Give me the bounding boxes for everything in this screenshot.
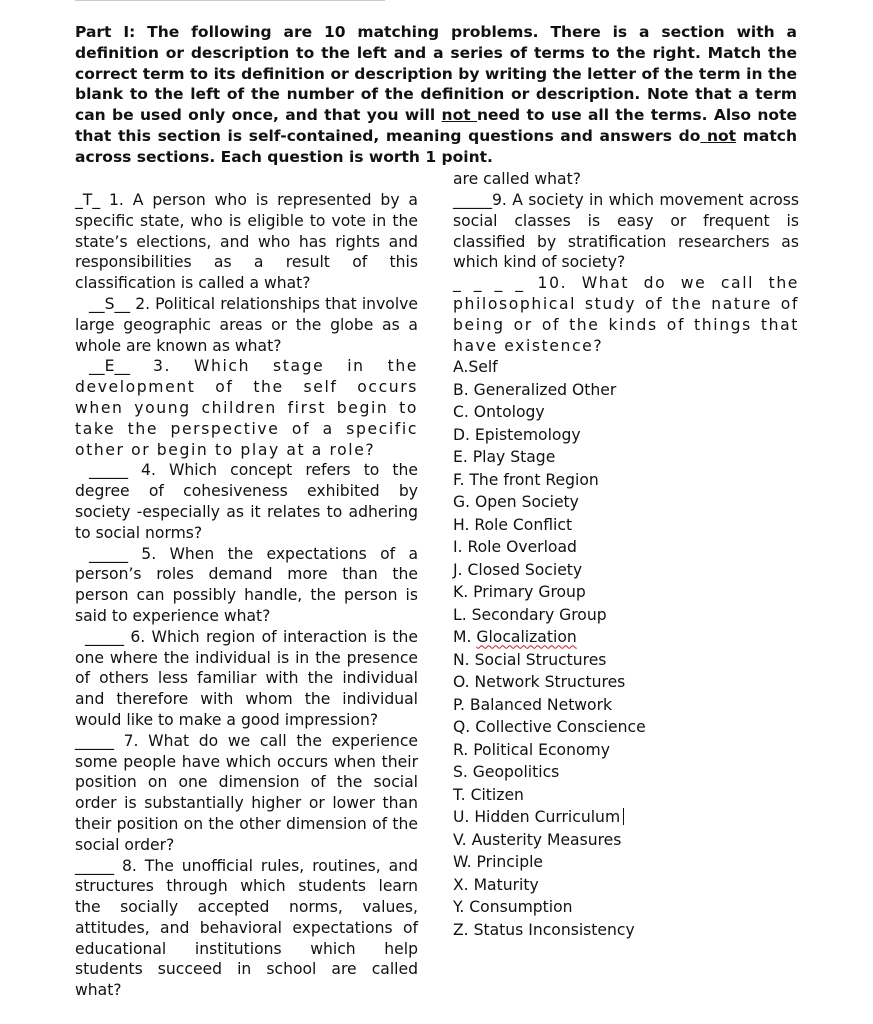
question-4 [75, 460, 418, 543]
question-6 [75, 627, 418, 731]
term-g: G. Open Society [453, 493, 579, 512]
term-p: P. Balanced Network [453, 695, 613, 714]
question-text-7: 7. What do we call the experience some people have which occurs when their position on one dimension of the social order is substantially higher or lower than their position on the other dimension of the social order? [75, 731, 418, 854]
answer-blank-1[interactable]: _T_ [75, 191, 101, 209]
question-text-5: 5. When the expectations of a person’s roles demand more than the person can possibly handle, the person is said to experience what? [75, 544, 418, 625]
question-10 [453, 273, 799, 356]
question-7 [75, 731, 418, 856]
question-text-10: 10. What do we call the philosophical study of the nature of being or of the kinds of things that have existence? [453, 274, 799, 355]
term-u-text: U. Hidden Curriculum [453, 808, 621, 827]
term-b: B. Generalized Other [453, 380, 617, 399]
answer-blank-6[interactable]: _____ [85, 627, 124, 646]
term-o: O. Network Structures [453, 673, 626, 692]
top-rule [75, 0, 385, 1]
answer-blank-2[interactable]: __S__ [89, 294, 131, 313]
term-v: V. Austerity Measures [453, 830, 622, 849]
term-d: D. Epistemology [453, 425, 581, 444]
term-m-word-spellcheck: Glocalization [476, 628, 577, 647]
term-h: H. Role Conflict [453, 515, 573, 534]
term-i: I. Role Overload [453, 538, 577, 557]
answer-blank-4[interactable]: _____ [89, 461, 128, 480]
question-5 [75, 544, 418, 627]
questions-and-terms-column-right [453, 170, 799, 941]
term-u [453, 806, 799, 829]
answer-blank-10[interactable]: _ _ _ _ [453, 274, 524, 293]
question-text-8: 8. The unofficial rules, routines, and structures through which students learn the socially accepted norms, values, attitudes, and behavioral expectations of educational institutions which help students succeed in school are called what? [75, 856, 418, 1000]
question-text-1: 1. A person who is represented by a specific state, who is eligible to vote in the state’s elections, and who has rights and responsibilities as a result of this classification is called a what? [75, 191, 418, 293]
instructions-underline-not-1: not [441, 106, 477, 125]
instructions-paragraph [75, 22, 797, 168]
term-t: T. Citizen [453, 785, 524, 804]
term-m-letter: M. [453, 628, 477, 647]
instructions-text-1: Part I: The following are 10 matching problems. There is a section with a definition or description to the left and a series of terms to the right. Match the correct term to its definition or description by writing the letter of the term in the blank to the left of the number of the definition or description. Note that a term can be used only once, and that you will [75, 23, 797, 125]
term-x: X. Maturity [453, 875, 539, 894]
question-3 [75, 356, 418, 460]
term-w: W. Principle [453, 853, 544, 872]
question-text-4: 4. Which concept refers to the degree of cohesiveness exhibited by society -especially as it relates to adhering to social norms? [75, 461, 418, 542]
term-r: R. Political Economy [453, 740, 610, 759]
term-f: F. The front Region [453, 470, 599, 489]
term-y: Y. Consumption [453, 898, 573, 917]
questions-column-left [75, 190, 418, 1001]
question-text-9: 9. A society in which movement across social classes is easy or frequent is classified by stratification researchers as which kind of society? [453, 191, 799, 272]
question-text-2: 2. Political relationships that involve large geographic areas or the globe as a whole are known as what? [75, 294, 418, 355]
answer-blank-3[interactable]: __E__ [89, 357, 131, 376]
term-z: Z. Status Inconsistency [453, 920, 635, 939]
question-1 [75, 190, 418, 294]
answer-blank-5[interactable]: _____ [89, 544, 128, 563]
term-n: N. Social Structures [453, 650, 607, 669]
terms-list [453, 356, 799, 941]
question-8-continued: are called what? [453, 170, 582, 189]
term-m [453, 626, 799, 649]
question-8 [75, 856, 418, 1002]
term-s: S. Geopolitics [453, 763, 560, 782]
term-a: A.Self [453, 358, 498, 377]
answer-blank-9[interactable]: _____ [453, 191, 492, 209]
term-j: J. Closed Society [453, 560, 583, 579]
instructions-underline-not-2: not [700, 126, 737, 145]
instructions-text-2: need to use all the terms. Also note that this section is self-contained, meaning questions and answers do [75, 106, 797, 145]
answer-blank-8[interactable]: _____ [75, 856, 114, 875]
question-9 [453, 190, 799, 273]
term-e: E. Play Stage [453, 448, 556, 467]
question-text-3: 3. Which stage in the development of the self occurs when young children first begin to take the perspective of a specific other or begin to play at a role? [75, 357, 418, 459]
term-k: K. Primary Group [453, 583, 586, 602]
instructions-text-3: match across sections. Each question is worth 1 point. [75, 126, 797, 166]
answer-blank-7[interactable]: _____ [75, 731, 114, 750]
term-q: Q. Collective Conscience [453, 718, 646, 737]
term-c: C. Ontology [453, 403, 545, 422]
text-cursor [623, 808, 624, 825]
question-2 [75, 294, 418, 356]
question-text-6: 6. Which region of interaction is the one where the individual is in the presence of others less familiar with the individual and therefore with whom the individual would like to make a good impression? [75, 627, 418, 729]
term-l: L. Secondary Group [453, 605, 607, 624]
